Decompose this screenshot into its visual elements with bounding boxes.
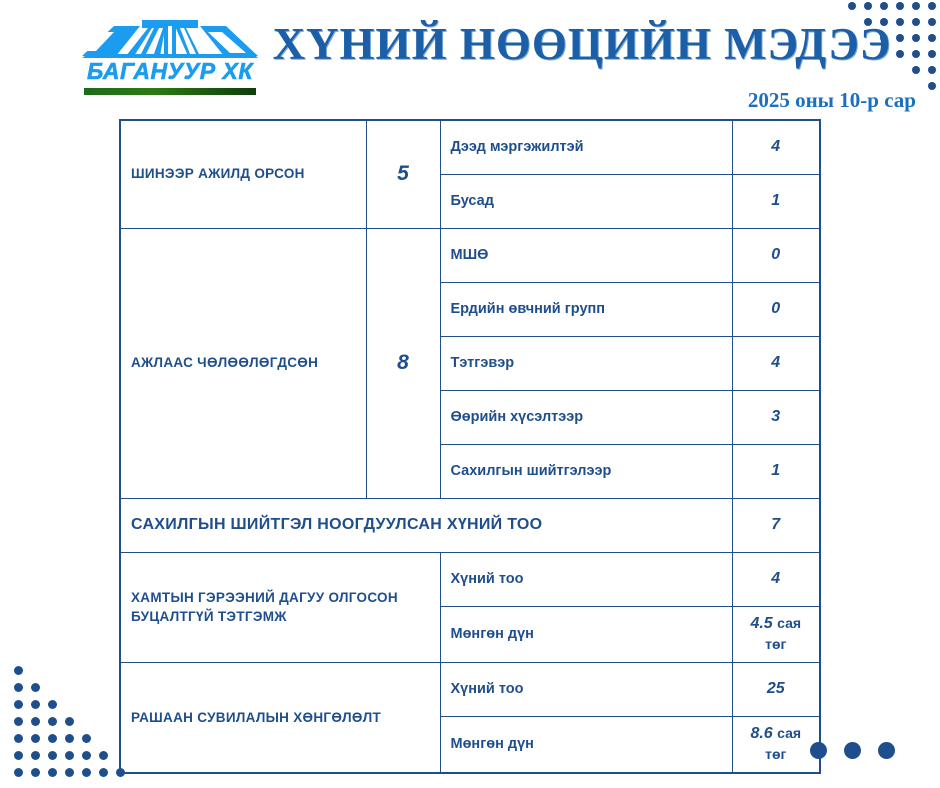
- decorative-dot: [99, 768, 108, 777]
- subrow-value: 4: [732, 552, 820, 606]
- category-label: ХАМТЫН ГЭРЭЭНИЙ ДАГУУ ОЛГОСОН БУЦАЛТГҮЙ ТЭТГЭМЖ: [120, 552, 440, 662]
- decorative-dot: [14, 700, 23, 709]
- decorative-dot: [31, 683, 40, 692]
- decorative-dot: [14, 683, 23, 692]
- category-label: ШИНЭЭР АЖИЛД ОРСОН: [120, 120, 366, 228]
- page-title: ХҮНИЙ НӨӨЦИЙН МЭДЭЭ: [272, 19, 892, 69]
- subrow-label: Сахилгын шийтгэлээр: [440, 444, 732, 498]
- amount-number: 8.6: [750, 724, 773, 742]
- subrow-label: МШӨ: [440, 228, 732, 282]
- subrow-label: Хүний тоо: [440, 552, 732, 606]
- report-table-body: [120, 120, 820, 773]
- category-label: САХИЛГЫН ШИЙТГЭЛ НООГДУУЛСАН ХҮНИЙ ТОО: [120, 498, 732, 552]
- decorative-dots-bottom-left: [0, 648, 130, 788]
- decorative-dot: [48, 717, 57, 726]
- logo-company-name: БАГАНУУР ХК: [86, 58, 254, 84]
- decorative-dot: [31, 751, 40, 760]
- subrow-label: Тэтгэвэр: [440, 336, 732, 390]
- decorative-dot: [82, 768, 91, 777]
- subrow-label: Мөнгөн дүн: [440, 716, 732, 773]
- subrow-value: 4: [732, 336, 820, 390]
- report-table-container: [119, 119, 819, 774]
- hr-report-table: [119, 119, 821, 774]
- decorative-dot: [14, 734, 23, 743]
- decorative-dots-bottom-right: [810, 742, 920, 766]
- subrow-label: Мөнгөн дүн: [440, 606, 732, 662]
- subrow-value: 25: [732, 662, 820, 716]
- decorative-dot: [65, 751, 74, 760]
- subrow-label: Бусад: [440, 174, 732, 228]
- table-row: [120, 662, 820, 716]
- decorative-dot: [48, 734, 57, 743]
- table-row: [120, 228, 820, 282]
- category-label: АЖЛААС ЧӨЛӨӨЛӨГДСӨН: [120, 228, 366, 498]
- decorative-dot: [116, 768, 125, 777]
- subrow-label: Ердийн өвчний групп: [440, 282, 732, 336]
- table-row: [120, 498, 820, 552]
- decorative-dot: [99, 751, 108, 760]
- subrow-value: 3: [732, 390, 820, 444]
- table-row: [120, 120, 820, 174]
- amount-unit: сая төг: [765, 614, 802, 653]
- subrow-label: Хүний тоо: [440, 662, 732, 716]
- decorative-dot: [31, 768, 40, 777]
- subrow-value: 0: [732, 228, 820, 282]
- decorative-dot: [48, 768, 57, 777]
- decorative-dot: [31, 700, 40, 709]
- subrow-value: 1: [732, 174, 820, 228]
- subrow-value: [732, 716, 820, 773]
- decorative-dot: [82, 734, 91, 743]
- decorative-dot: [48, 751, 57, 760]
- decorative-dot: [14, 768, 23, 777]
- header: [0, 0, 940, 118]
- decorative-dot: [844, 742, 861, 759]
- subrow-value: [732, 606, 820, 662]
- company-logo: [72, 8, 268, 100]
- logo-underbar: [84, 88, 256, 95]
- decorative-dot: [48, 700, 57, 709]
- amount-unit: сая төг: [765, 724, 802, 763]
- category-total: 8: [366, 228, 440, 498]
- category-total: 7: [732, 498, 820, 552]
- category-label: РАШААН СУВИЛАЛЫН ХӨНГӨЛӨЛТ: [120, 662, 440, 773]
- table-row: [120, 552, 820, 606]
- decorative-dot: [65, 717, 74, 726]
- decorative-dot: [65, 768, 74, 777]
- decorative-dot: [31, 734, 40, 743]
- subrow-value: 4: [732, 120, 820, 174]
- decorative-dot: [878, 742, 895, 759]
- category-total: 5: [366, 120, 440, 228]
- decorative-dot: [65, 734, 74, 743]
- amount-number: 4.5: [750, 614, 773, 632]
- decorative-dot: [14, 751, 23, 760]
- report-period: 2025 оны 10-р сар: [747, 88, 916, 112]
- decorative-dot: [14, 666, 23, 675]
- decorative-dot: [82, 751, 91, 760]
- decorative-dot: [810, 742, 827, 759]
- road-trapezoid-icon: [80, 10, 260, 58]
- decorative-dot: [14, 717, 23, 726]
- subrow-label: Өөрийн хүсэлтээр: [440, 390, 732, 444]
- subrow-label: Дээд мэргэжилтэй: [440, 120, 732, 174]
- decorative-dot: [31, 717, 40, 726]
- subrow-value: 1: [732, 444, 820, 498]
- subrow-value: 0: [732, 282, 820, 336]
